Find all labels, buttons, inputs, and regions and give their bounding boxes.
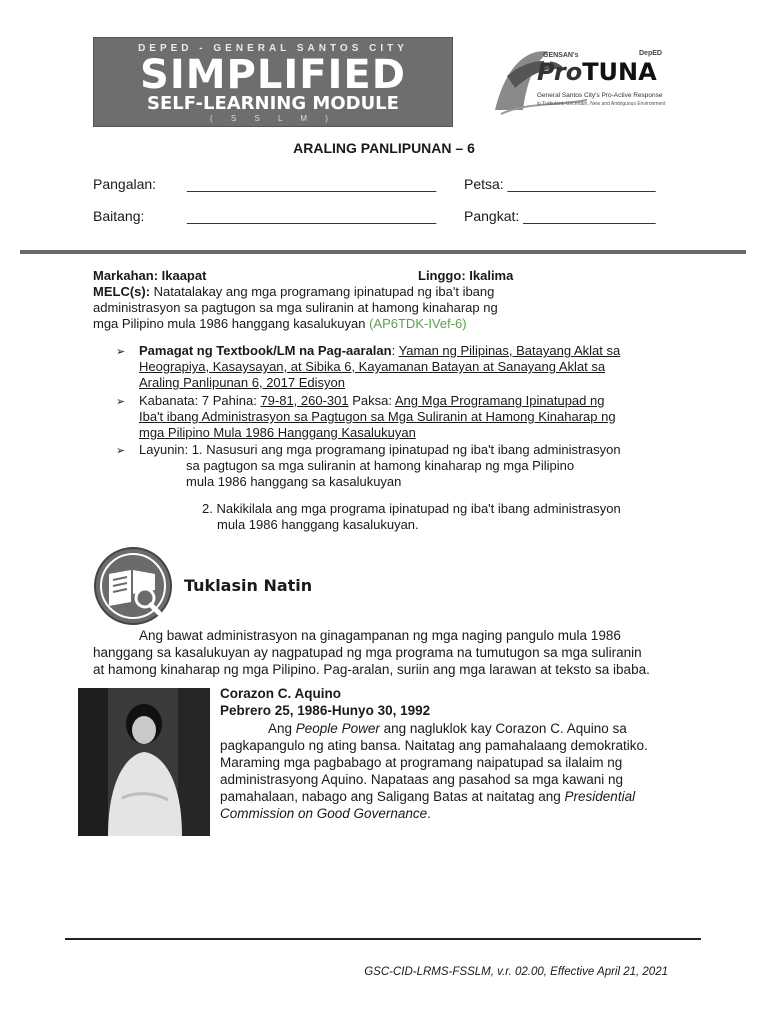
protuna-logo — [487, 40, 675, 126]
layunin-2-line-2: mula 1986 hanggang kasalukuyan. — [217, 517, 419, 532]
profile-line-4: administrasyong Aquino. Napataas ang pasahod sa mga kawani ng — [220, 772, 624, 787]
petsa-field[interactable]: Petsa: ___________________ — [464, 176, 656, 192]
pangalan-label: Pangalan: — [93, 176, 157, 192]
paksa-title-1: Ang Mga Programang Ipinatupad ng — [394, 393, 605, 408]
page-title: ARALING PANLIPUNAN – 6 — [293, 140, 475, 156]
footer-divider — [65, 938, 701, 940]
profile-l5-pre: pamahalaan, nabago ang Saligang Batas at naitatag ang — [220, 789, 565, 804]
profile-line-5 — [220, 788, 635, 805]
logo-pro: Pro — [537, 58, 583, 86]
profile-dates: Pebrero 25, 1986-Hunyo 30, 1992 — [220, 703, 431, 718]
profile-l5-italic: Presidential — [564, 789, 636, 804]
pcgg-name: Commission on Good Governance — [220, 806, 428, 821]
profile-line-3: Maraming mga pagbabago at programang naipatupad sa ilalaim ng — [220, 755, 623, 770]
pangkat-field[interactable]: Pangkat: _________________ — [464, 208, 656, 224]
paksa-label: Paksa: — [348, 393, 395, 408]
markahan-label: Markahan: Ikaapat — [93, 268, 207, 283]
logo-tagline-2: in Turbulent, Uncertain, New and Ambiguous Environment — [537, 101, 666, 107]
baitang-field[interactable]: ________________________________ — [187, 208, 437, 224]
intro-line-2: hanggang sa kasalukuyan ay nagpatupad ng mga programa na tumutugon sa mga suliranin — [93, 645, 642, 660]
bullet-2-line-1 — [139, 393, 604, 409]
people-power: People Power — [295, 721, 380, 736]
textbook-title-1: Yaman ng Pilipinas, Batayang Aklat sa — [398, 343, 621, 358]
profile-name: Corazon C. Aquino — [220, 686, 341, 701]
logo-tagline-1: General Santos City's Pro-Active Response — [537, 92, 663, 99]
melc-text-3: mga Pilipino mula 1986 hanggang kasalukuyan — [93, 316, 370, 331]
paksa-title-3: mga Pilipino Mula 1986 Hanggang Kasalukuyan — [139, 425, 416, 440]
intro-line-1: Ang bawat administrasyon na ginagampanan ng mga naging pangulo mula 1986 — [139, 628, 621, 643]
bullet-1-line-1 — [139, 343, 620, 359]
logo-tuna: TUNA — [582, 58, 657, 86]
divider-thick — [20, 250, 746, 254]
textbook-colon: : — [391, 343, 399, 358]
profile-line-1 — [268, 720, 627, 737]
banner-subtitle: SELF-LEARNING MODULE — [147, 93, 399, 114]
melc-text-1: Natatalakay ang mga programang ipinatupad ng iba't ibang — [150, 284, 495, 299]
kabanata-text: Kabanata: 7 Pahina: — [139, 393, 261, 408]
layunin-2-line-1: 2. Nakikilala ang mga programa ipinatupad ng iba't ibang administrasyon — [202, 501, 621, 516]
paksa-title-2: Iba't ibang Administrasyon sa Pagtugon sa Mga Suliranin at Hamong Kinaharap ng — [139, 409, 616, 424]
banner-top-text: DEPED - GENERAL SANTOS CITY — [138, 43, 408, 54]
baitang-label: Baitang: — [93, 208, 145, 224]
profile-l1-post: ang nagluklok kay Corazon C. Aquino sa — [379, 721, 627, 736]
bullet-arrow-icon: ➢ — [116, 346, 126, 358]
layunin-1-line-3: mula 1986 hanggang sa kasalukuyan — [186, 474, 402, 489]
textbook-title-3: Araling Panlipunan 6, 2017 Edisyon — [139, 375, 345, 390]
profile-l6-post: . — [427, 806, 431, 821]
logo-deped: DepED — [639, 50, 662, 57]
intro-line-3: at hamong kinaharap ng mga Pilipino. Pag-aralan, suriin ang mga larawan at teksto sa ibaba. — [93, 662, 650, 677]
melc-line-1 — [93, 284, 653, 300]
layunin-1-line-1: Layunin: 1. Nasusuri ang mga programang ipinatupad ng iba't ibang administrasyon — [139, 442, 621, 457]
melc-label: MELC(s): — [93, 284, 151, 299]
section-title: Tuklasin Natin — [184, 576, 313, 595]
pangalan-field[interactable]: ________________________________ — [187, 176, 437, 192]
profile-line-6 — [220, 805, 431, 822]
linggo-label: Linggo: Ikalima — [418, 268, 514, 283]
melc-text-2: administrasyon sa pagtugon sa mga suliranin at hamong kinaharap ng — [93, 300, 498, 315]
book-search-icon — [93, 546, 173, 631]
footer-text: GSC-CID-LRMS-FSSLM, v.r. 02.00, Effective April 21, 2021 — [364, 966, 668, 978]
bullet-arrow-icon: ➢ — [116, 445, 126, 457]
sslm-banner-logo — [93, 37, 453, 127]
bullet-arrow-icon: ➢ — [116, 396, 126, 408]
profile-line-2: pagkapangulo ng ating bansa. Naitatag ang pamahalaang demokratiko. — [220, 738, 648, 753]
melc-line-3 — [93, 316, 467, 332]
melc-code: (AP6TDK-IVef-6) — [369, 316, 467, 331]
profile-l1-pre: Ang — [268, 721, 296, 736]
president-photo — [78, 688, 210, 836]
layunin-1-line-2: sa pagtugon sa mga suliranin at hamong kinaharap ng mga Pilipino — [186, 458, 575, 473]
textbook-label: Pamagat ng Textbook/LM na Pag-aaralan — [139, 343, 392, 358]
textbook-title-2: Heograpiya, Kasaysayan, at Sibika 6, Kayamanan Batayan at Sanayang Aklat sa — [139, 359, 606, 374]
banner-title: SIMPLIFIED — [140, 52, 406, 98]
banner-acronym: ( S S L M ) — [210, 114, 336, 123]
pahina-pages: 79-81, 260-301 — [260, 393, 349, 408]
logo-gensan: GENSAN's — [543, 52, 579, 59]
